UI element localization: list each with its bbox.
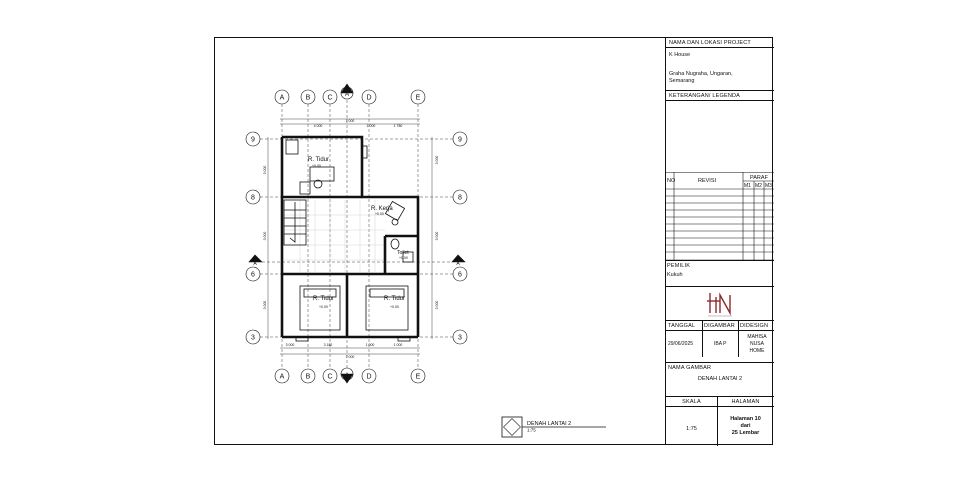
owner-section (666, 260, 774, 286)
svg-text:Toilet: Toilet (397, 250, 409, 256)
svg-text:1:75: 1:75 (527, 427, 536, 433)
project-name: K House (669, 52, 691, 58)
svg-text:E: E (415, 373, 421, 381)
svg-text:8: 8 (251, 194, 255, 202)
svg-text:1 000: 1 000 (366, 124, 376, 128)
owner-label: PEMILIK (667, 263, 691, 269)
designed-label: DIDESIGN (740, 323, 769, 329)
page-value-3: 25 Lembar (731, 430, 760, 436)
grid-bubble-bottom-b (301, 369, 315, 383)
project-location-1: Graha Nugraha, Ungaran, (669, 71, 733, 77)
page-value-2: dari (740, 423, 751, 429)
svg-text:1 000: 1 000 (393, 343, 403, 347)
section-mark-bottom (341, 368, 353, 383)
project-section (666, 37, 774, 90)
legend-area (666, 100, 774, 172)
credits-header (666, 320, 774, 330)
svg-text:NO: NO (667, 178, 676, 184)
svg-text:M3: M3 (765, 183, 772, 189)
svg-text:3: 3 (458, 334, 462, 342)
svg-text:9: 9 (251, 136, 255, 144)
svg-text:R. Tidur: R. Tidur (384, 296, 406, 302)
date-value: 29/06/2025 (668, 341, 694, 347)
grid-bubble-right-6 (453, 267, 467, 281)
credits-values (666, 330, 774, 356)
svg-text:B: B (305, 373, 311, 381)
svg-text:R. Tidur: R. Tidur (308, 157, 330, 163)
page-label: HALAMAN (731, 399, 760, 405)
grid-bubble-bottom-c (323, 369, 337, 383)
scale-page-values (666, 406, 774, 445)
designed-value-1: MAHISA (747, 334, 767, 340)
project-label: NAMA DAN LOKASI PROJECT (669, 40, 751, 46)
svg-text:D: D (366, 373, 372, 381)
grid-bubble-top-e (411, 90, 425, 104)
svg-text:3 000: 3 000 (263, 165, 267, 175)
grid-bubble-top-a (275, 90, 289, 104)
room-label-bedroom-3 (384, 296, 405, 309)
section-mark-left (249, 255, 262, 267)
svg-text:3: 3 (251, 334, 255, 342)
svg-text:3 000: 3 000 (435, 155, 439, 165)
grid-bubble-bottom-e (411, 369, 425, 383)
svg-text:4 000: 4 000 (313, 124, 323, 128)
section-mark-top (341, 84, 353, 99)
svg-text:E: E (415, 94, 421, 102)
drawing-name-section (666, 362, 774, 394)
room-label-bedroom-2 (313, 296, 334, 309)
svg-text:A: A (279, 373, 285, 381)
svg-text:7 000: 7 000 (345, 119, 355, 123)
grid-bubble-left-3 (246, 330, 260, 344)
drawn-value: IBA P (714, 341, 727, 347)
svg-text:C: C (327, 373, 333, 381)
legend-label: KETERANGAN/ LEGENDA (669, 93, 741, 99)
revision-table (666, 172, 774, 262)
grid-bubble-left-9 (246, 132, 260, 146)
svg-text:3 000: 3 000 (435, 231, 439, 241)
page-value-1: Halaman 10 (730, 416, 761, 422)
svg-text:R. Kerja: R. Kerja (371, 206, 393, 212)
svg-text:PARAF: PARAF (750, 175, 768, 181)
svg-text:+0.00: +0.00 (375, 212, 384, 216)
svg-text:D: D (366, 94, 372, 102)
room-label-toilet (397, 250, 409, 260)
svg-text:1 000: 1 000 (365, 343, 375, 347)
grid-bubble-top-d (362, 90, 376, 104)
svg-text:6: 6 (251, 271, 255, 279)
svg-text:3 000: 3 000 (285, 343, 295, 347)
room-label-bedroom-1 (308, 157, 329, 168)
grid-bubble-bottom-a (275, 369, 289, 383)
scale-label: SKALA (682, 399, 701, 405)
svg-text:7 000: 7 000 (345, 355, 355, 359)
grid-bubble-right-3 (453, 330, 467, 344)
svg-text:3 182: 3 182 (323, 343, 333, 347)
grid-bubble-top-c (323, 90, 337, 104)
drawing-title-marker (502, 417, 606, 437)
svg-text:+0.00: +0.00 (399, 256, 408, 260)
svg-text:DENAH LANTAI 2: DENAH LANTAI 2 (527, 421, 572, 427)
svg-text:A: A (344, 373, 350, 379)
svg-text:A: A (279, 94, 285, 102)
grid-bubble-left-8 (246, 190, 260, 204)
date-label: TANGGAL (668, 323, 696, 329)
svg-text:9: 9 (458, 136, 462, 144)
scale-value: 1:75 (686, 426, 697, 432)
svg-text:6: 6 (458, 271, 462, 279)
title-block (665, 37, 773, 445)
company-logo (704, 289, 736, 319)
svg-text:A: A (344, 92, 350, 98)
grid-bubble-top-b (301, 90, 315, 104)
project-location-2: Semarang (669, 78, 695, 84)
svg-text:C: C (327, 94, 333, 102)
drawn-label: DIGAMBAR (704, 323, 735, 329)
svg-text:A: A (253, 261, 257, 267)
svg-text:B: B (305, 94, 311, 102)
scale-page-header (666, 396, 774, 406)
grid-bubble-bottom-d (362, 369, 376, 383)
svg-text:A: A (456, 261, 460, 267)
svg-text:+0.00: +0.00 (312, 164, 321, 168)
grid-bubble-right-8 (453, 190, 467, 204)
grid-bubble-right-9 (453, 132, 467, 146)
svg-text:3 000: 3 000 (263, 300, 267, 310)
svg-text:8: 8 (458, 194, 462, 202)
drawing-name-label: NAMA GAMBAR (668, 365, 712, 371)
svg-text:3 000: 3 000 (435, 300, 439, 310)
svg-text:R. Tidur: R. Tidur (313, 296, 335, 302)
svg-text:3 000: 3 000 (263, 231, 267, 241)
grid-bubble-left-6 (246, 267, 260, 281)
svg-text:+0.00: +0.00 (319, 305, 328, 309)
svg-text:1 780: 1 780 (393, 124, 403, 128)
section-mark-right (452, 255, 465, 267)
legend-section (666, 90, 774, 100)
logo-section (666, 286, 774, 320)
drawing-name: DENAH LANTAI 2 (697, 376, 743, 382)
designed-value-3: HOME (749, 348, 765, 354)
svg-text:M2: M2 (755, 183, 762, 189)
designed-value-2: NUSA (750, 341, 764, 347)
owner-name: Kukuh (667, 272, 683, 278)
svg-text:+0.00: +0.00 (390, 305, 399, 309)
room-label-study (371, 206, 393, 216)
svg-text:M1: M1 (744, 183, 751, 189)
svg-text:REVISI: REVISI (698, 178, 717, 184)
